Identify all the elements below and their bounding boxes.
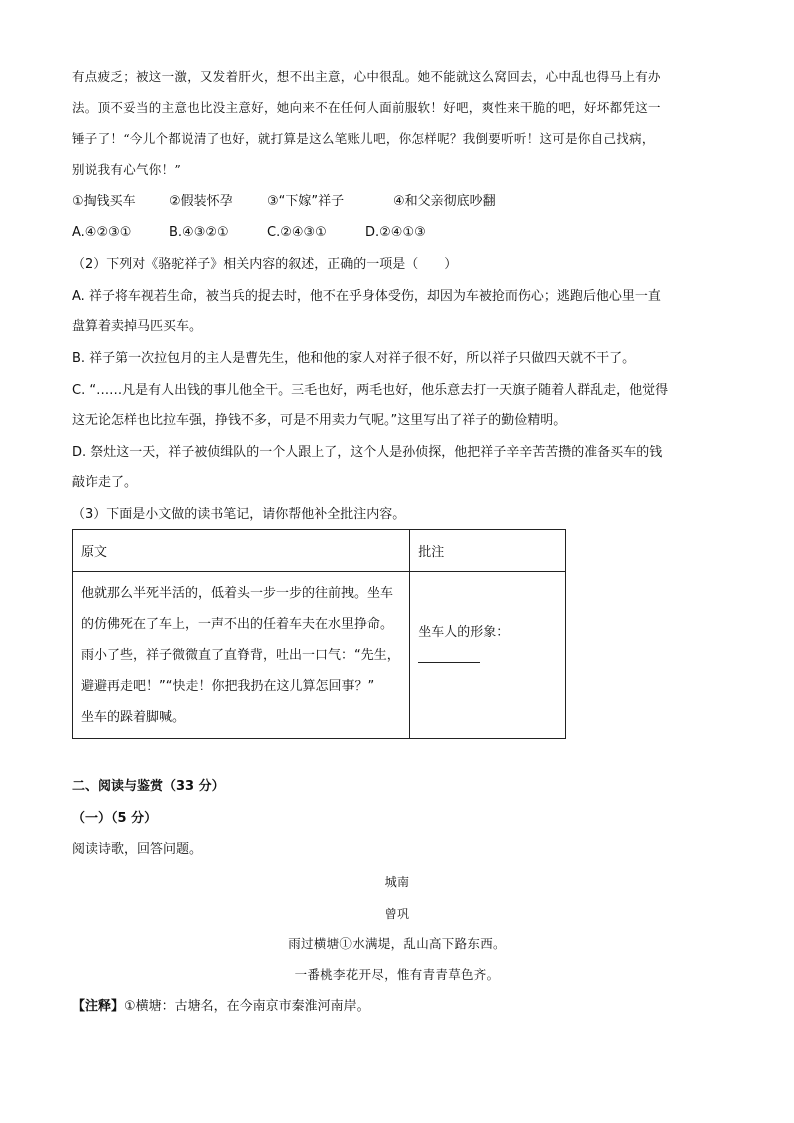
excerpt-line: 法。顶不妥当的主意也比没主意好，她向来不在任何人面前服软！好吧，爽性来干脆的吧，好坏都凭这一: [72, 100, 661, 115]
section-instruction: 阅读诗歌，回答问题。: [72, 842, 203, 857]
annotation-label: 坐车人的形象：: [418, 625, 510, 640]
q2-option-a[interactable]: A. 祥子将车视若生命，被当兵的捉去时，他不在乎身体受伤，却因为车被抢而伤心；逃跑后他心里一直: [72, 289, 661, 304]
q1-choices: [72, 224, 426, 242]
q1-event: ④和父亲彻底吵翻: [393, 194, 496, 209]
q2-option-c-cont: 这无论怎样也比拉车强，挣钱不多，可是不用卖力气呢。”这里写出了祥子的勤俭精明。: [72, 413, 567, 428]
q1-event: ③“下嫁”祥子: [267, 194, 345, 209]
q2-option-d-cont: 敲诈走了。: [72, 475, 138, 490]
reading-notes-table: [72, 529, 566, 739]
table-header-annotation: 批注: [410, 530, 566, 572]
original-text-line: 避避再走吧！”“快走！你把我扔在这儿算怎回事？”: [81, 678, 375, 694]
q1-choice-b[interactable]: B.④③②①: [169, 225, 229, 240]
subsection-title: （一）（5 分）: [72, 811, 158, 826]
excerpt-line: 有点疲乏；被这一激，又发着肝火，想不出主意，心中很乱。她不能就这么窝回去，心中乱也得马上有办: [72, 69, 661, 84]
poem-line: 一番桃李花开尽，惟有青青草色齐。: [294, 967, 500, 982]
poem-author: 曾巩: [384, 907, 410, 921]
q1-events: [72, 193, 496, 211]
q1-choice-a[interactable]: A.④②③①: [72, 225, 132, 240]
excerpt-line: 别说我有心气你！”: [72, 162, 182, 177]
q3-stem: （3）下面是小文做的读书笔记，请你帮他补全批注内容。: [72, 507, 406, 522]
section-title: 二、阅读与鉴赏（33 分）: [72, 779, 225, 794]
original-text-line: 雨小了些，祥子微微直了直脊背，吐出一口气：“先生，: [81, 647, 400, 663]
table-header-original: 原文: [73, 530, 410, 572]
q2-option-d[interactable]: D. 祭灶这一天，祥子被侦缉队的一个人跟上了，这个人是孙侦探，他把祥子辛辛苦苦攒的准备买车的钱: [72, 445, 663, 460]
annotation-answer-blank[interactable]: [418, 650, 480, 663]
q2-stem: （2）下列对《骆驼祥子》相关内容的叙述，正确的一项是（ ）: [72, 257, 458, 272]
note-label: 【注释】: [72, 999, 125, 1014]
q1-choice-d[interactable]: D.②④①③: [365, 225, 426, 240]
q2-option-c[interactable]: C. “……凡是有人出钱的事儿他全干。三毛也好，两毛也好，他乐意去打一天旗子随着人群乱走，他觉得: [72, 383, 669, 398]
q2-option-b[interactable]: B. 祥子第一次拉包月的主人是曹先生，他和他的家人对祥子很不好，所以祥子只做四天就不干了。: [72, 351, 636, 366]
q1-event: ①掏钱买车: [72, 194, 136, 209]
q1-event: ②假装怀孕: [169, 194, 233, 209]
annotation-note: [72, 998, 370, 1016]
original-text-cell: [73, 572, 410, 739]
q1-choice-c[interactable]: C.②④③①: [267, 225, 327, 240]
excerpt-line: 锤子了！“今儿个都说清了也好，就打算是这么笔账儿吧，你怎样呢？我倒要听听！这可是你自己找病，: [72, 131, 655, 146]
poem-title: 城南: [384, 875, 410, 889]
original-text-line: 坐车的跺着脚喊。: [81, 709, 186, 725]
note-text: ①横塘：古塘名，在今南京市秦淮河南岸。: [124, 999, 370, 1014]
q2-option-a-cont: 盘算着卖掉马匹买车。: [72, 319, 203, 334]
poem-line: 雨过横塘①水满堤，乱山高下路东西。: [288, 936, 506, 951]
original-text-line: 他就那么半死半活的，低着头一步一步的往前拽。坐车: [81, 585, 394, 601]
annotation-cell: [410, 572, 566, 739]
original-text-line: 的仿佛死在了车上，一声不出的任着车夫在水里挣命。: [81, 616, 394, 632]
